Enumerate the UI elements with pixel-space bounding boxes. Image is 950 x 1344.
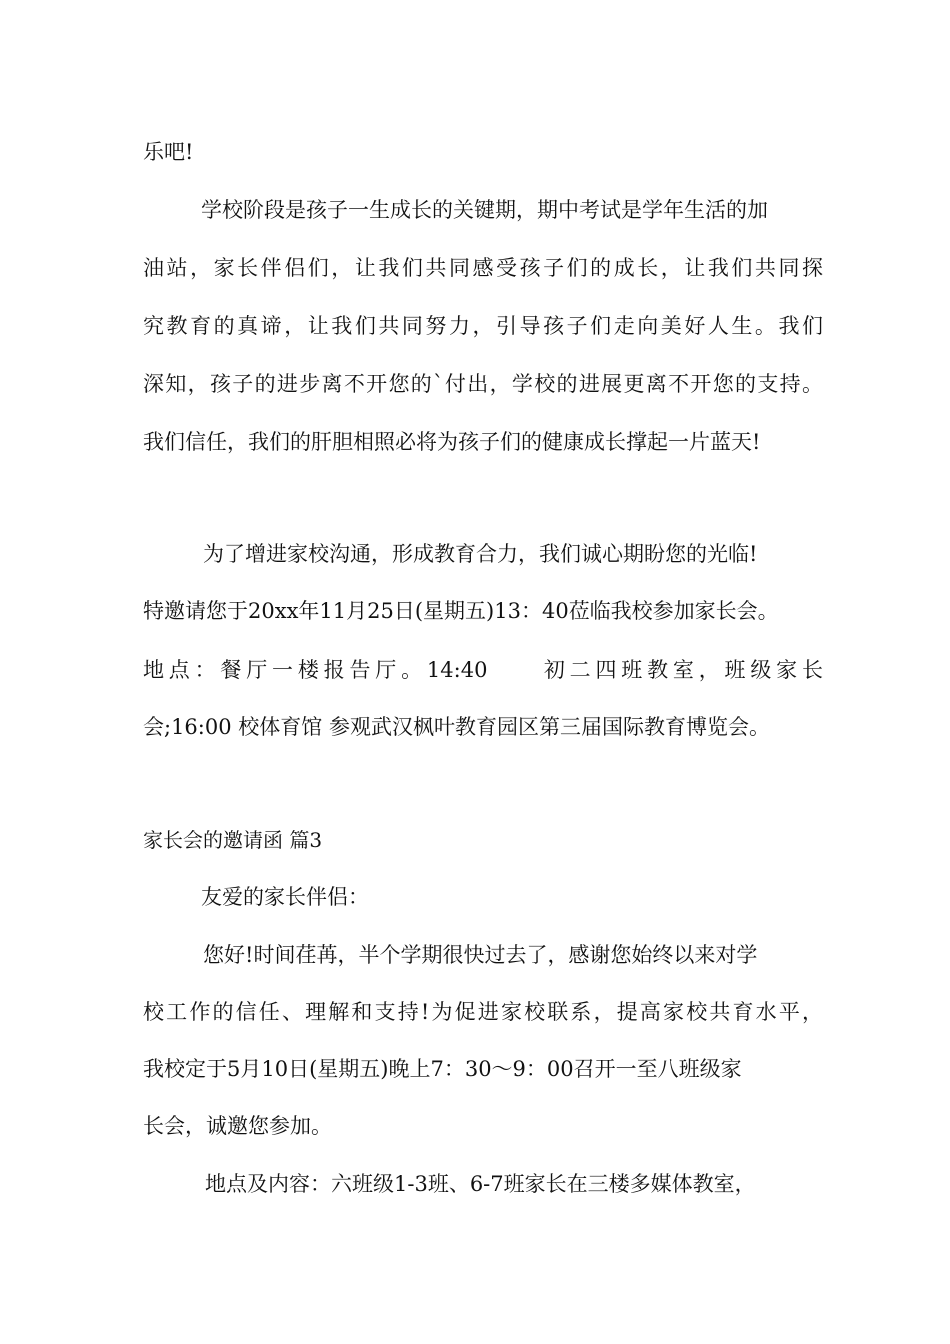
text-line: 地点及内容：六班级1-3班、6-7班家长在三楼多媒体教室， bbox=[205, 1172, 756, 1196]
greeting-line: 友爱的家长伴侣： bbox=[201, 885, 369, 909]
text-line: 究教育的真谛，让我们共同努力，引导孩子们走向美好人生。我们 bbox=[143, 314, 823, 338]
section-heading: 家长会的邀请函 篇3 bbox=[143, 828, 323, 852]
text-line: 您好!时间荏苒，半个学期很快过去了，感谢您始终以来对学 bbox=[203, 943, 758, 967]
text-line: 为了增进家校沟通，形成教育合力，我们诚心期盼您的光临! bbox=[203, 542, 758, 566]
text-line: 深知，孩子的进步离不开您的`付出，学校的进展更离不开您的支持。 bbox=[143, 372, 823, 396]
text-line: 会;16:00 校体育馆 参观武汉枫叶教育园区第三届国际教育博览会。 bbox=[143, 715, 770, 739]
text-line: 长会，诚邀您参加。 bbox=[143, 1114, 332, 1138]
text-line: 我校定于5月10日(星期五)晚上7：30～9：00召开一至八班级家 bbox=[143, 1057, 742, 1081]
text-line: 地点：餐厅一楼报告厅。14:40 初二四班教室，班级家长 bbox=[143, 658, 823, 682]
text-line: 我们信任，我们的肝胆相照必将为孩子们的健康成长撑起一片蓝天! bbox=[143, 430, 761, 454]
text-line: 校工作的信任、理解和支持!为促进家校联系，提高家校共育水平， bbox=[143, 1000, 823, 1024]
text-line: 学校阶段是孩子一生成长的关键期，期中考试是学年生活的加 bbox=[201, 198, 768, 222]
text-line: 乐吧! bbox=[143, 140, 194, 164]
text-line: 特邀请您于20xx年11月25日(星期五)13：40莅临我校参加家长会。 bbox=[143, 599, 779, 623]
text-line: 油站，家长伴侣们，让我们共同感受孩子们的成长，让我们共同探 bbox=[143, 256, 823, 280]
